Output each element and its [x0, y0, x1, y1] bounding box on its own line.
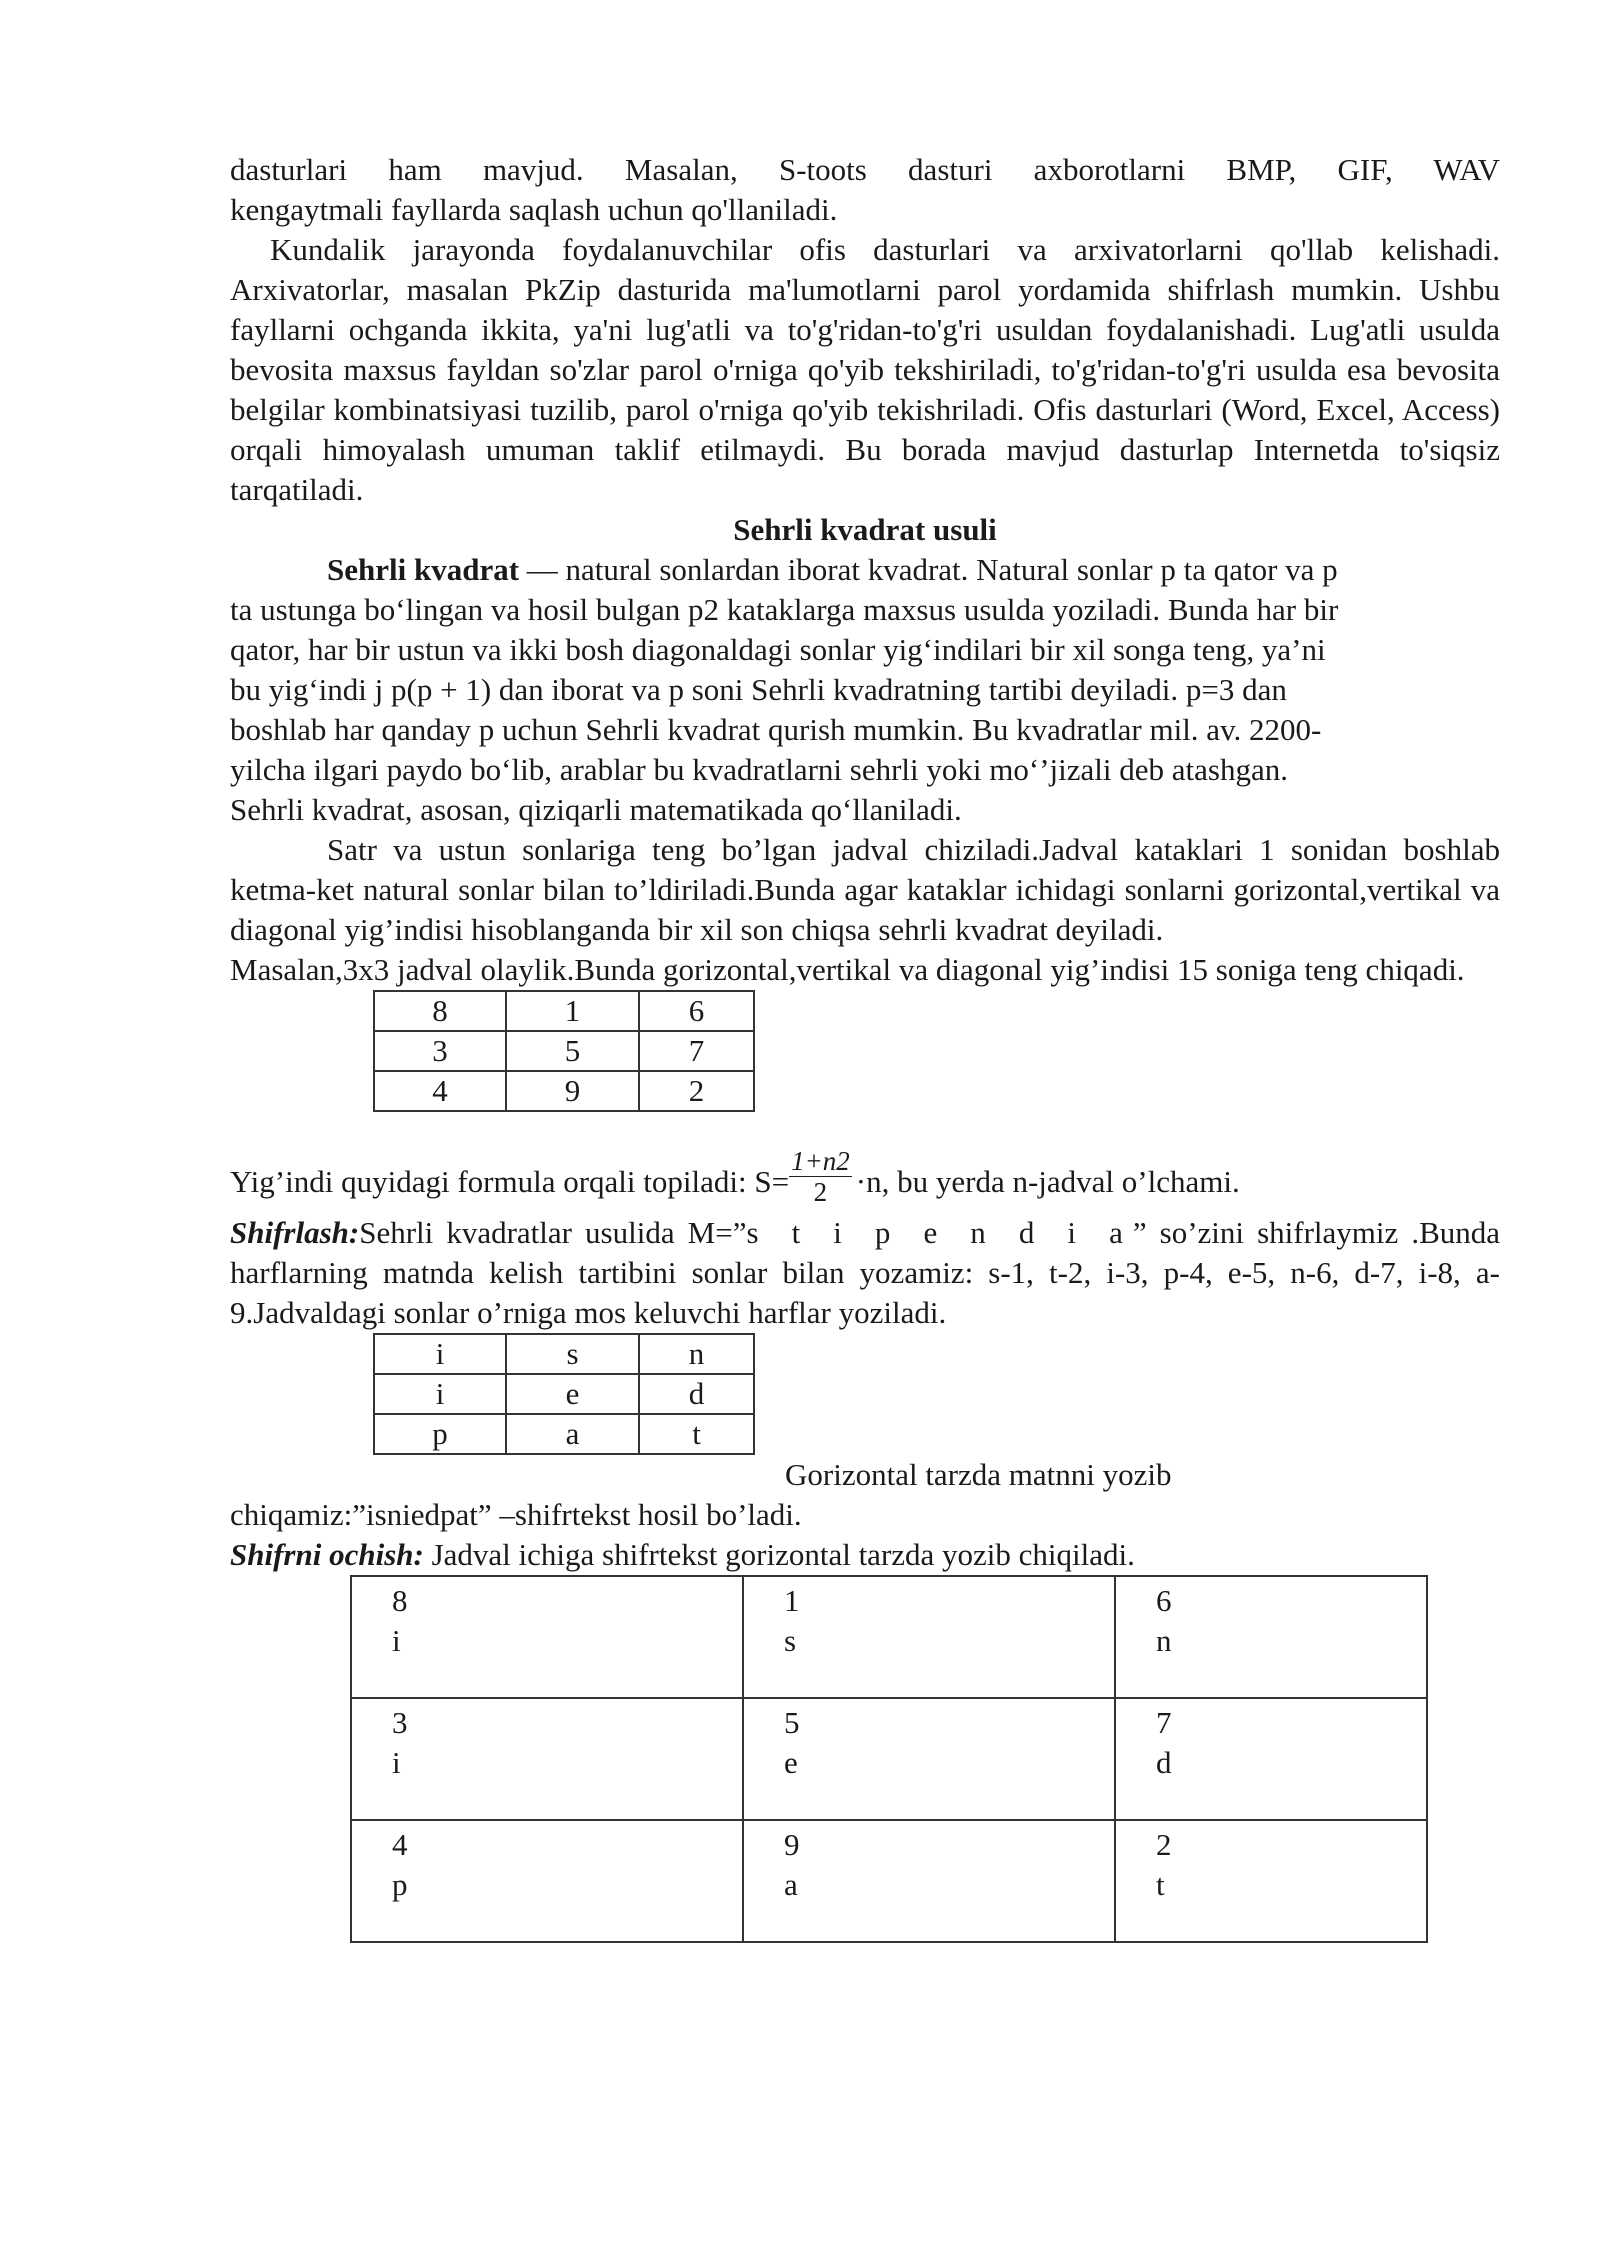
table-row: [374, 1414, 754, 1454]
definition-line-2: ta ustunga bo‘lingan va hosil bulgan p2 kataklarga maxsus usulda yoziladi. Bunda har bir: [230, 592, 1339, 627]
cell-letter: p: [392, 1867, 408, 1903]
definition-line-7: Sehrli kvadrat, asosan, qiziqarli matematikada qo‘llaniladi.: [230, 792, 962, 827]
cell-letter: i: [392, 1745, 401, 1781]
number-cell: 5: [506, 1031, 639, 1071]
paragraph-intro-line2: kengaytmali fayllarda saqlash uchun qo'llaniladi.: [230, 192, 838, 227]
letter-cell: d: [639, 1374, 754, 1414]
paragraph-intro-line1: dasturlari ham mavjud. Masalan, S-toots dasturi axborotlarni BMP, GIF, WAV: [230, 152, 1500, 187]
table-row: [351, 1698, 1427, 1820]
paragraph-decryption: [230, 1535, 1500, 1575]
number-cell: 6: [639, 991, 754, 1031]
cell-letter: t: [1156, 1867, 1165, 1903]
document-page: [230, 150, 1500, 1943]
formula-suffix: ·n, bu yerda n-jadval o’lchami.: [855, 1164, 1240, 1199]
paragraph-example: Masalan,3x3 jadval olaylik.Bunda gorizontal,vertikal va diagonal yig’indisi 15 soniga teng chiqadi.: [230, 952, 1465, 987]
number-cell: 8: [374, 991, 506, 1031]
decryption-cell: [743, 1820, 1115, 1942]
definition-line-5: boshlab har qanday p uchun Sehrli kvadrat qurish mumkin. Bu kvadratlar mil. av. 2200-: [230, 712, 1322, 747]
cell-letter: n: [1156, 1623, 1172, 1659]
cell-number: 9: [784, 1827, 800, 1863]
definition-line-6: yilcha ilgari paydo bo‘lib, arablar bu kvadratlarni sehrli yoki mo‘’jizali deb atashgan.: [230, 752, 1288, 787]
encryption-text-end: ” so’zini shifrlaymiz .Bunda harflarning matnda kelish tartibini sonlar bilan yozamiz: s-1, t-2, i-3, p-4, e-5, n-6, d-7, i-8, a-9.Jadvaldagi sonlar o’rniga mos keluvchi harflar yoziladi.: [230, 1215, 1501, 1331]
cell-letter: s: [784, 1623, 797, 1659]
cell-number: 4: [392, 1827, 408, 1863]
table-row: [351, 1576, 1427, 1698]
table-row: [374, 1071, 754, 1111]
cell-number: 8: [392, 1583, 408, 1619]
cell-letter: d: [1156, 1745, 1172, 1781]
cell-letter: i: [392, 1623, 401, 1659]
encryption-text-start: Sehrli kvadratlar usulida M=”: [359, 1215, 747, 1251]
definition-line-4: bu yig‘indi j p(p + 1) dan iborat va p soni Sehrli kvadratning tartibi deyiladi. p=3 dan: [230, 672, 1287, 707]
definition-line-1: — natural sonlardan iborat kvadrat. Natural sonlar p ta qator va p: [519, 552, 1338, 587]
cell-number: 2: [1156, 1827, 1172, 1863]
formula-numerator: 1+n2: [791, 1146, 850, 1177]
paragraph-definition: [230, 550, 1500, 830]
cell-number: 1: [784, 1583, 800, 1619]
decryption-label: Shifrni ochish:: [230, 1537, 424, 1573]
table-row: [351, 1820, 1427, 1942]
magic-square-numbers-table: [373, 990, 755, 1112]
formula-fraction: [789, 1146, 852, 1207]
definition-line-3: qator, har bir ustun va ikki bosh diagonaldagi sonlar yig‘indilari bir xil songa teng, ya’ni: [230, 632, 1326, 667]
number-cell: 9: [506, 1071, 639, 1111]
decryption-cell: [743, 1698, 1115, 1820]
letter-cell: i: [374, 1334, 506, 1374]
table-row: [374, 1334, 754, 1374]
decryption-table: [350, 1575, 1428, 1943]
decryption-cell: [743, 1576, 1115, 1698]
decryption-cell: [1115, 1820, 1427, 1942]
decryption-cell: [351, 1698, 743, 1820]
formula-line: [230, 1146, 1500, 1208]
decryption-cell: [351, 1576, 743, 1698]
ciphertext-line-1: Gorizontal tarzda matnni yozib: [785, 1457, 1172, 1493]
paragraph-table-construction: Satr va ustun sonlariga teng bo’lgan jadval chiziladi.Jadval kataklari 1 sonidan boshlab ketma-ket natural sonlar bilan to’ldiriladi.Bunda agar kataklar ichidagi sonlarni gorizontal,vertikal va diagonal yig’indisi hisoblanganda bir xil son chiqsa sehrli kvadrat deyiladi.: [230, 832, 1500, 947]
formula-denominator: 2: [813, 1177, 828, 1208]
letter-cell: e: [506, 1374, 639, 1414]
magic-square-letters-table: [373, 1333, 755, 1455]
encryption-word: s t i p e n d i a: [746, 1215, 1133, 1251]
letter-cell: n: [639, 1334, 754, 1374]
number-cell: 7: [639, 1031, 754, 1071]
paragraph-archivers: Kundalik jarayonda foydalanuvchilar ofis dasturlari va arxivatorlarni qo'llab kelishadi. Arxivatorlar, masalan PkZip dasturida ma'lumotlarni parol yordamida shifrlash mumkin. Ushbu fayllarni ochganda ikkita, ya'ni lug'atli va to'g'ridan-to'g'ri usuldan foydalanishadi. Lug'atli usulda bevosita maxsus fayldan so'zlar parol o'rniga qo'yib tekshiriladi, to'g'ridan-to'g'ri usulda esa bevosita belgilar kombinatsiyasi tuzilib, parol o'rniga qo'yib tekishriladi. Ofis dasturlari (Word, Excel, Access) orqali himoyalash umuman taklif etilmaydi. Bu borada mavjud dasturlap Internetda to'siqsiz tarqatiladi.: [230, 232, 1500, 507]
table-row: [374, 991, 754, 1031]
cell-number: 3: [392, 1705, 408, 1741]
cell-letter: e: [784, 1745, 798, 1781]
letter-cell: i: [374, 1374, 506, 1414]
number-cell: 1: [506, 991, 639, 1031]
number-cell: 3: [374, 1031, 506, 1071]
encryption-label: Shifrlash:: [230, 1215, 360, 1251]
letter-cell: a: [506, 1414, 639, 1454]
letter-cell: p: [374, 1414, 506, 1454]
ciphertext-line-2: chiqamiz:”isniedpat” –shifrtekst hosil bo’ladi.: [230, 1497, 802, 1533]
term-sehrli-kvadrat: Sehrli kvadrat: [327, 552, 520, 587]
table-row: [374, 1374, 754, 1414]
cell-number: 6: [1156, 1583, 1172, 1619]
formula-prefix: Yig’indi quyidagi formula orqali topiladi: S=: [230, 1164, 790, 1199]
section-heading: Sehrli kvadrat usuli: [733, 512, 997, 547]
decryption-cell: [1115, 1576, 1427, 1698]
number-cell: 4: [374, 1071, 506, 1111]
cell-letter: a: [784, 1867, 798, 1903]
decryption-text: Jadval ichiga shifrtekst gorizontal tarzda yozib chiqiladi.: [423, 1537, 1135, 1573]
cell-number: 7: [1156, 1705, 1172, 1741]
table-row: [374, 1031, 754, 1071]
cell-number: 5: [784, 1705, 800, 1741]
paragraph-encryption: [230, 1213, 1500, 1333]
letter-cell: s: [506, 1334, 639, 1374]
number-cell: 2: [639, 1071, 754, 1111]
letter-cell: t: [639, 1414, 754, 1454]
decryption-cell: [1115, 1698, 1427, 1820]
decryption-cell: [351, 1820, 743, 1942]
